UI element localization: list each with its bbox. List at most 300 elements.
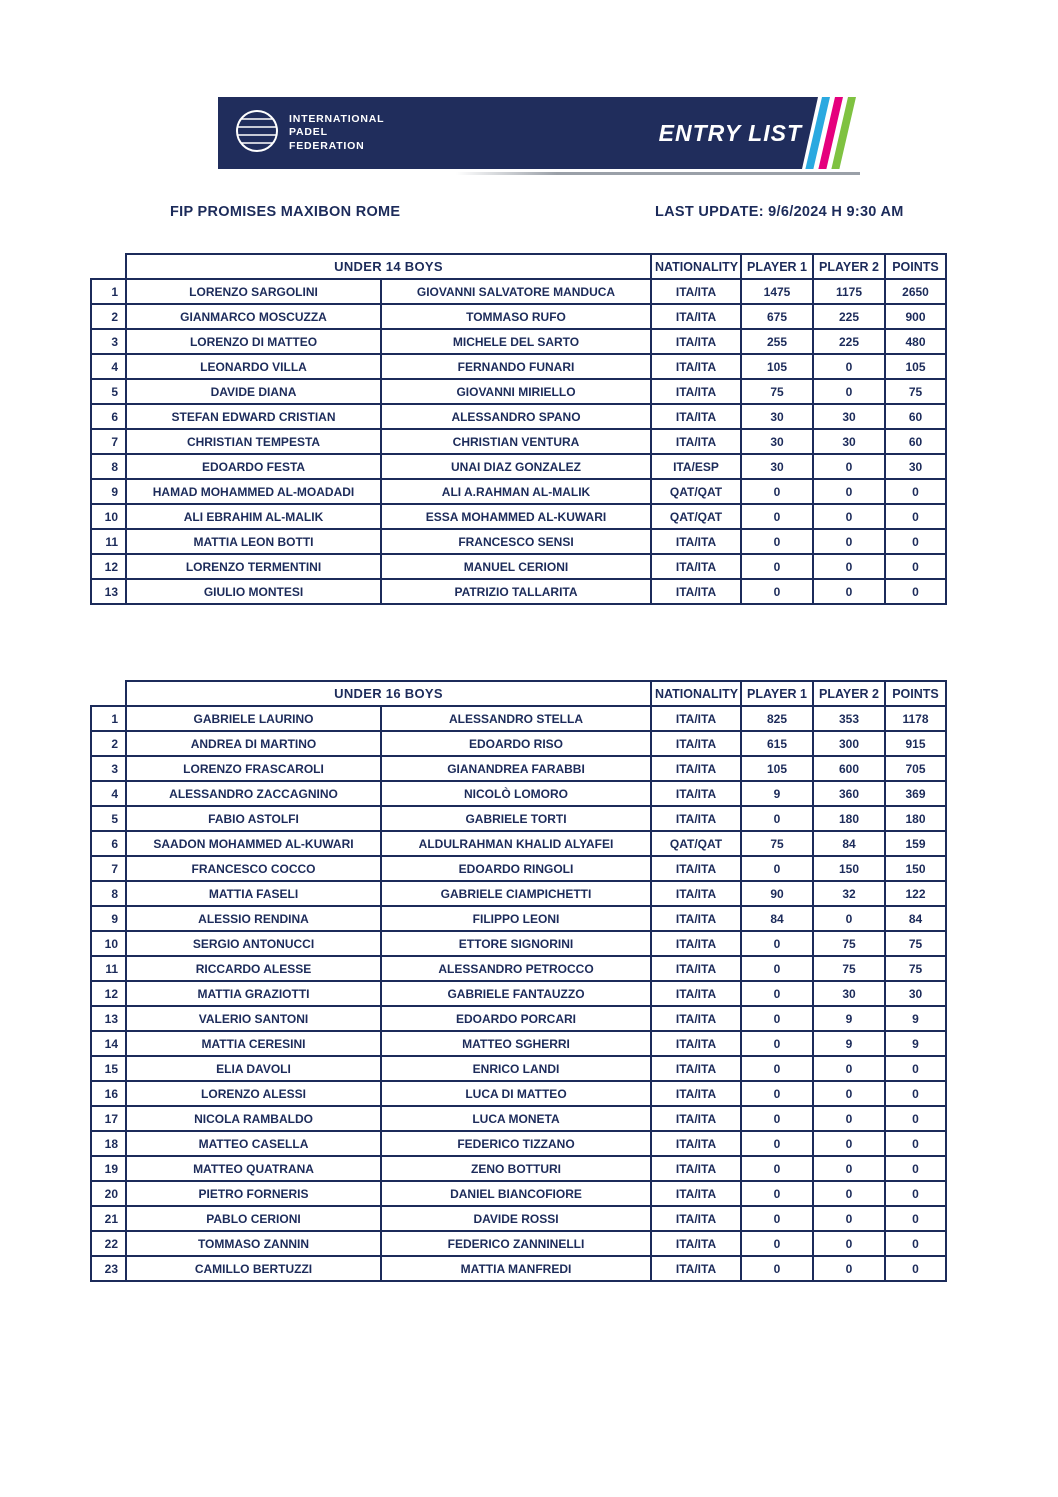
rank-cell: 22	[91, 1231, 126, 1256]
total-points-cell: 0	[885, 504, 946, 529]
rank-cell: 3	[91, 329, 126, 354]
nationality-cell: ITA/ITA	[651, 906, 741, 931]
player2-points-cell: 0	[813, 1256, 885, 1281]
rank-cell: 10	[91, 931, 126, 956]
player1-name-cell: MATTEO QUATRANA	[126, 1156, 381, 1181]
player2-name-cell: ALI A.RAHMAN AL-MALIK	[381, 479, 651, 504]
banner-underline	[456, 172, 860, 175]
player1-points-cell: 0	[741, 1031, 813, 1056]
table-row	[91, 956, 946, 981]
player1-points-cell: 0	[741, 529, 813, 554]
total-points-cell: 0	[885, 1106, 946, 1131]
table-row	[91, 731, 946, 756]
player1-points-cell: 825	[741, 706, 813, 731]
nationality-cell: ITA/ITA	[651, 1081, 741, 1106]
player2-points-cell: 0	[813, 1131, 885, 1156]
nationality-cell: ITA/ITA	[651, 781, 741, 806]
table-row	[91, 906, 946, 931]
table-row	[91, 1006, 946, 1031]
player2-points-cell: 0	[813, 579, 885, 604]
rank-cell: 7	[91, 429, 126, 454]
player2-name-cell: EDOARDO PORCARI	[381, 1006, 651, 1031]
total-points-cell: 369	[885, 781, 946, 806]
player1-points-cell: 0	[741, 579, 813, 604]
col-header-nationality: NATIONALITY	[651, 681, 741, 706]
table-row	[91, 479, 946, 504]
rank-cell: 14	[91, 1031, 126, 1056]
player2-points-cell: 9	[813, 1031, 885, 1056]
table-row	[91, 706, 946, 731]
player1-name-cell: HAMAD MOHAMMED AL-MOADADI	[126, 479, 381, 504]
player1-name-cell: VALERIO SANTONI	[126, 1006, 381, 1031]
nationality-cell: ITA/ITA	[651, 931, 741, 956]
nationality-cell: ITA/ESP	[651, 454, 741, 479]
table-header-row	[91, 254, 946, 279]
player1-name-cell: MATTEO CASELLA	[126, 1131, 381, 1156]
table-row	[91, 1106, 946, 1131]
rank-cell: 18	[91, 1131, 126, 1156]
player2-points-cell: 32	[813, 881, 885, 906]
table-row	[91, 554, 946, 579]
player2-name-cell: EDOARDO RISO	[381, 731, 651, 756]
total-points-cell: 75	[885, 931, 946, 956]
player2-points-cell: 0	[813, 504, 885, 529]
player1-name-cell: LORENZO SARGOLINI	[126, 279, 381, 304]
nationality-cell: ITA/ITA	[651, 554, 741, 579]
player2-points-cell: 0	[813, 1056, 885, 1081]
player2-name-cell: GABRIELE TORTI	[381, 806, 651, 831]
total-points-cell: 0	[885, 529, 946, 554]
player2-points-cell: 1175	[813, 279, 885, 304]
player2-points-cell: 30	[813, 404, 885, 429]
total-points-cell: 159	[885, 831, 946, 856]
corner-cell	[91, 681, 126, 706]
table-row	[91, 1056, 946, 1081]
table-row	[91, 279, 946, 304]
player1-name-cell: CHRISTIAN TEMPESTA	[126, 429, 381, 454]
player2-name-cell: PATRIZIO TALLARITA	[381, 579, 651, 604]
nationality-cell: ITA/ITA	[651, 354, 741, 379]
table-row	[91, 1131, 946, 1156]
player2-name-cell: TOMMASO RUFO	[381, 304, 651, 329]
rank-cell: 6	[91, 831, 126, 856]
player1-name-cell: MATTIA CERESINI	[126, 1031, 381, 1056]
rank-cell: 5	[91, 806, 126, 831]
nationality-cell: ITA/ITA	[651, 329, 741, 354]
total-points-cell: 0	[885, 1131, 946, 1156]
player2-points-cell: 0	[813, 379, 885, 404]
player1-name-cell: LORENZO FRASCAROLI	[126, 756, 381, 781]
table-row	[91, 1031, 946, 1056]
federation-logo	[234, 97, 384, 169]
player1-points-cell: 0	[741, 1231, 813, 1256]
table-row	[91, 329, 946, 354]
player1-points-cell: 75	[741, 831, 813, 856]
player1-name-cell: DAVIDE DIANA	[126, 379, 381, 404]
player1-points-cell: 30	[741, 404, 813, 429]
player2-name-cell: GABRIELE FANTAUZZO	[381, 981, 651, 1006]
table-row	[91, 856, 946, 881]
rank-cell: 12	[91, 981, 126, 1006]
player2-points-cell: 75	[813, 931, 885, 956]
nationality-cell: ITA/ITA	[651, 856, 741, 881]
player2-name-cell: ESSA MOHAMMED AL-KUWARI	[381, 504, 651, 529]
table-row	[91, 931, 946, 956]
player1-points-cell: 0	[741, 931, 813, 956]
total-points-cell: 0	[885, 1081, 946, 1106]
player1-points-cell: 0	[741, 1181, 813, 1206]
player1-name-cell: STEFAN EDWARD CRISTIAN	[126, 404, 381, 429]
player2-name-cell: GIOVANNI SALVATORE MANDUCA	[381, 279, 651, 304]
logo-line-2: PADEL	[289, 126, 328, 139]
player2-name-cell: FILIPPO LEONI	[381, 906, 651, 931]
player2-name-cell: GABRIELE CIAMPICHETTI	[381, 881, 651, 906]
rank-cell: 15	[91, 1056, 126, 1081]
player1-points-cell: 615	[741, 731, 813, 756]
nationality-cell: ITA/ITA	[651, 756, 741, 781]
player2-name-cell: ZENO BOTTURI	[381, 1156, 651, 1181]
nationality-cell: ITA/ITA	[651, 731, 741, 756]
player1-points-cell: 0	[741, 1081, 813, 1106]
player2-name-cell: ALESSANDRO STELLA	[381, 706, 651, 731]
player1-points-cell: 90	[741, 881, 813, 906]
player2-points-cell: 225	[813, 304, 885, 329]
player2-name-cell: GIANANDREA FARABBI	[381, 756, 651, 781]
player2-name-cell: FERNANDO FUNARI	[381, 354, 651, 379]
total-points-cell: 480	[885, 329, 946, 354]
player2-points-cell: 75	[813, 956, 885, 981]
total-points-cell: 150	[885, 856, 946, 881]
player1-name-cell: NICOLA RAMBALDO	[126, 1106, 381, 1131]
player2-points-cell: 0	[813, 1081, 885, 1106]
player2-name-cell: ENRICO LANDI	[381, 1056, 651, 1081]
player1-name-cell: CAMILLO BERTUZZI	[126, 1256, 381, 1281]
rank-cell: 4	[91, 781, 126, 806]
player2-points-cell: 300	[813, 731, 885, 756]
player1-name-cell: GIANMARCO MOSCUZZA	[126, 304, 381, 329]
player1-name-cell: ANDREA DI MARTINO	[126, 731, 381, 756]
table-header-row	[91, 681, 946, 706]
total-points-cell: 30	[885, 981, 946, 1006]
rank-cell: 5	[91, 379, 126, 404]
table-row	[91, 429, 946, 454]
table-row	[91, 781, 946, 806]
player1-name-cell: LEONARDO VILLA	[126, 354, 381, 379]
total-points-cell: 0	[885, 554, 946, 579]
nationality-cell: ITA/ITA	[651, 404, 741, 429]
table-row	[91, 981, 946, 1006]
rank-cell: 2	[91, 731, 126, 756]
player1-points-cell: 0	[741, 956, 813, 981]
federation-logo-text	[289, 113, 384, 152]
player2-points-cell: 0	[813, 354, 885, 379]
player1-name-cell: SAADON MOHAMMED AL-KUWARI	[126, 831, 381, 856]
player1-name-cell: RICCARDO ALESSE	[126, 956, 381, 981]
nationality-cell: ITA/ITA	[651, 1181, 741, 1206]
table-row	[91, 1181, 946, 1206]
player1-points-cell: 0	[741, 1131, 813, 1156]
player2-name-cell: GIOVANNI MIRIELLO	[381, 379, 651, 404]
rank-cell: 8	[91, 454, 126, 479]
player1-points-cell: 30	[741, 454, 813, 479]
nationality-cell: ITA/ITA	[651, 304, 741, 329]
player2-name-cell: EDOARDO RINGOLI	[381, 856, 651, 881]
player1-points-cell: 1475	[741, 279, 813, 304]
rank-cell: 11	[91, 956, 126, 981]
total-points-cell: 60	[885, 429, 946, 454]
player1-points-cell: 105	[741, 756, 813, 781]
player1-name-cell: FRANCESCO COCCO	[126, 856, 381, 881]
table-row	[91, 1206, 946, 1231]
player2-name-cell: MANUEL CERIONI	[381, 554, 651, 579]
player1-name-cell: ALESSIO RENDINA	[126, 906, 381, 931]
header-banner	[218, 97, 860, 169]
nationality-cell: ITA/ITA	[651, 1056, 741, 1081]
player2-name-cell: ALESSANDRO PETROCCO	[381, 956, 651, 981]
col-header-points: POINTS	[885, 254, 946, 279]
table-row	[91, 756, 946, 781]
table-row	[91, 454, 946, 479]
table-row	[91, 504, 946, 529]
player1-points-cell: 0	[741, 1056, 813, 1081]
player2-name-cell: FEDERICO ZANNINELLI	[381, 1231, 651, 1256]
total-points-cell: 0	[885, 1206, 946, 1231]
table-group-title: UNDER 16 BOYS	[126, 681, 651, 706]
rank-cell: 1	[91, 706, 126, 731]
nationality-cell: ITA/ITA	[651, 981, 741, 1006]
player2-points-cell: 0	[813, 1231, 885, 1256]
event-title: FIP PROMISES MAXIBON ROME	[170, 204, 401, 220]
col-header-points: POINTS	[885, 681, 946, 706]
nationality-cell: ITA/ITA	[651, 706, 741, 731]
player1-points-cell: 0	[741, 1206, 813, 1231]
table-row	[91, 1231, 946, 1256]
player2-points-cell: 0	[813, 906, 885, 931]
player1-points-cell: 0	[741, 856, 813, 881]
player1-points-cell: 0	[741, 981, 813, 1006]
player2-name-cell: LUCA DI MATTEO	[381, 1081, 651, 1106]
total-points-cell: 9	[885, 1006, 946, 1031]
nationality-cell: ITA/ITA	[651, 1256, 741, 1281]
player1-points-cell: 0	[741, 806, 813, 831]
player2-name-cell: MICHELE DEL SARTO	[381, 329, 651, 354]
nationality-cell: ITA/ITA	[651, 956, 741, 981]
total-points-cell: 0	[885, 1181, 946, 1206]
player2-points-cell: 30	[813, 981, 885, 1006]
player1-name-cell: FABIO ASTOLFI	[126, 806, 381, 831]
rank-cell: 13	[91, 1006, 126, 1031]
player1-name-cell: ALESSANDRO ZACCAGNINO	[126, 781, 381, 806]
nationality-cell: ITA/ITA	[651, 379, 741, 404]
total-points-cell: 900	[885, 304, 946, 329]
player1-name-cell: SERGIO ANTONUCCI	[126, 931, 381, 956]
table-row	[91, 354, 946, 379]
player1-name-cell: GABRIELE LAURINO	[126, 706, 381, 731]
player2-name-cell: CHRISTIAN VENTURA	[381, 429, 651, 454]
total-points-cell: 1178	[885, 706, 946, 731]
player2-name-cell: LUCA MONETA	[381, 1106, 651, 1131]
col-header-player2: PLAYER 2	[813, 681, 885, 706]
player2-points-cell: 9	[813, 1006, 885, 1031]
rank-cell: 3	[91, 756, 126, 781]
player1-points-cell: 0	[741, 1106, 813, 1131]
nationality-cell: ITA/ITA	[651, 1231, 741, 1256]
total-points-cell: 84	[885, 906, 946, 931]
player2-points-cell: 0	[813, 1206, 885, 1231]
player2-name-cell: FEDERICO TIZZANO	[381, 1131, 651, 1156]
player1-points-cell: 75	[741, 379, 813, 404]
total-points-cell: 915	[885, 731, 946, 756]
nationality-cell: QAT/QAT	[651, 504, 741, 529]
nationality-cell: ITA/ITA	[651, 1006, 741, 1031]
total-points-cell: 30	[885, 454, 946, 479]
player2-points-cell: 600	[813, 756, 885, 781]
player1-points-cell: 0	[741, 504, 813, 529]
logo-line-1: INTERNATIONAL	[289, 113, 385, 126]
rank-cell: 1	[91, 279, 126, 304]
player2-points-cell: 0	[813, 554, 885, 579]
rank-cell: 13	[91, 579, 126, 604]
total-points-cell: 705	[885, 756, 946, 781]
nationality-cell: ITA/ITA	[651, 279, 741, 304]
player2-points-cell: 0	[813, 1156, 885, 1181]
player1-name-cell: LORENZO ALESSI	[126, 1081, 381, 1106]
total-points-cell: 105	[885, 354, 946, 379]
total-points-cell: 75	[885, 956, 946, 981]
rank-cell: 19	[91, 1156, 126, 1181]
player2-points-cell: 180	[813, 806, 885, 831]
player1-points-cell: 9	[741, 781, 813, 806]
player1-points-cell: 0	[741, 554, 813, 579]
col-header-player2: PLAYER 2	[813, 254, 885, 279]
entry-list-title: ENTRY LIST	[658, 119, 802, 146]
rank-cell: 10	[91, 504, 126, 529]
player2-name-cell: NICOLÒ LOMORO	[381, 781, 651, 806]
total-points-cell: 0	[885, 579, 946, 604]
table-row	[91, 1081, 946, 1106]
player2-name-cell: ALDULRAHMAN KHALID ALYAFEI	[381, 831, 651, 856]
rank-cell: 21	[91, 1206, 126, 1231]
total-points-cell: 60	[885, 404, 946, 429]
entry-table-under-16-boys	[90, 680, 947, 1282]
player1-name-cell: EDOARDO FESTA	[126, 454, 381, 479]
col-header-nationality: NATIONALITY	[651, 254, 741, 279]
player1-points-cell: 255	[741, 329, 813, 354]
last-update-label: LAST UPDATE: 9/6/2024 H 9:30 AM	[655, 204, 904, 220]
col-header-player1: PLAYER 1	[741, 254, 813, 279]
entry-table-under-14-boys	[90, 253, 947, 605]
total-points-cell: 75	[885, 379, 946, 404]
player2-name-cell: DANIEL BIANCOFIORE	[381, 1181, 651, 1206]
rank-cell: 16	[91, 1081, 126, 1106]
nationality-cell: QAT/QAT	[651, 479, 741, 504]
total-points-cell: 180	[885, 806, 946, 831]
player2-points-cell: 0	[813, 1106, 885, 1131]
col-header-player1: PLAYER 1	[741, 681, 813, 706]
player1-name-cell: ALI EBRAHIM AL-MALIK	[126, 504, 381, 529]
rank-cell: 4	[91, 354, 126, 379]
logo-line-3: FEDERATION	[289, 139, 365, 152]
player2-points-cell: 150	[813, 856, 885, 881]
player2-points-cell: 0	[813, 1181, 885, 1206]
player2-points-cell: 0	[813, 479, 885, 504]
total-points-cell: 9	[885, 1031, 946, 1056]
player2-name-cell: ETTORE SIGNORINI	[381, 931, 651, 956]
nationality-cell: ITA/ITA	[651, 881, 741, 906]
rank-cell: 12	[91, 554, 126, 579]
table-row	[91, 806, 946, 831]
player1-name-cell: MATTIA FASELI	[126, 881, 381, 906]
padel-ball-icon	[234, 108, 280, 159]
player1-points-cell: 105	[741, 354, 813, 379]
table-row	[91, 1256, 946, 1281]
rank-cell: 6	[91, 404, 126, 429]
rank-cell: 11	[91, 529, 126, 554]
player1-points-cell: 84	[741, 906, 813, 931]
rank-cell: 9	[91, 479, 126, 504]
player2-points-cell: 225	[813, 329, 885, 354]
player1-name-cell: LORENZO DI MATTEO	[126, 329, 381, 354]
player2-name-cell: DAVIDE ROSSI	[381, 1206, 651, 1231]
table-row	[91, 1156, 946, 1181]
player1-points-cell: 0	[741, 1006, 813, 1031]
player2-points-cell: 0	[813, 454, 885, 479]
player1-points-cell: 0	[741, 1156, 813, 1181]
player1-points-cell: 30	[741, 429, 813, 454]
total-points-cell: 0	[885, 1156, 946, 1181]
nationality-cell: ITA/ITA	[651, 1206, 741, 1231]
table-row	[91, 831, 946, 856]
player2-name-cell: FRANCESCO SENSI	[381, 529, 651, 554]
player2-points-cell: 30	[813, 429, 885, 454]
nationality-cell: ITA/ITA	[651, 579, 741, 604]
nationality-cell: ITA/ITA	[651, 1131, 741, 1156]
rank-cell: 7	[91, 856, 126, 881]
player2-name-cell: UNAI DIAZ GONZALEZ	[381, 454, 651, 479]
player1-name-cell: PIETRO FORNERIS	[126, 1181, 381, 1206]
table-group-title: UNDER 14 BOYS	[126, 254, 651, 279]
player2-name-cell: ALESSANDRO SPANO	[381, 404, 651, 429]
player1-name-cell: TOMMASO ZANNIN	[126, 1231, 381, 1256]
total-points-cell: 122	[885, 881, 946, 906]
rank-cell: 9	[91, 906, 126, 931]
rank-cell: 2	[91, 304, 126, 329]
total-points-cell: 2650	[885, 279, 946, 304]
player2-points-cell: 353	[813, 706, 885, 731]
total-points-cell: 0	[885, 479, 946, 504]
player2-points-cell: 0	[813, 529, 885, 554]
player2-name-cell: MATTIA MANFREDI	[381, 1256, 651, 1281]
player1-name-cell: MATTIA LEON BOTTI	[126, 529, 381, 554]
table-row	[91, 529, 946, 554]
nationality-cell: ITA/ITA	[651, 429, 741, 454]
total-points-cell: 0	[885, 1231, 946, 1256]
table-row	[91, 304, 946, 329]
rank-cell: 20	[91, 1181, 126, 1206]
nationality-cell: ITA/ITA	[651, 1106, 741, 1131]
table-row	[91, 579, 946, 604]
table-row	[91, 404, 946, 429]
player2-name-cell: MATTEO SGHERRI	[381, 1031, 651, 1056]
nationality-cell: ITA/ITA	[651, 806, 741, 831]
total-points-cell: 0	[885, 1256, 946, 1281]
rank-cell: 8	[91, 881, 126, 906]
corner-cell	[91, 254, 126, 279]
player1-name-cell: MATTIA GRAZIOTTI	[126, 981, 381, 1006]
player1-name-cell: ELIA DAVOLI	[126, 1056, 381, 1081]
player2-points-cell: 84	[813, 831, 885, 856]
nationality-cell: ITA/ITA	[651, 1031, 741, 1056]
